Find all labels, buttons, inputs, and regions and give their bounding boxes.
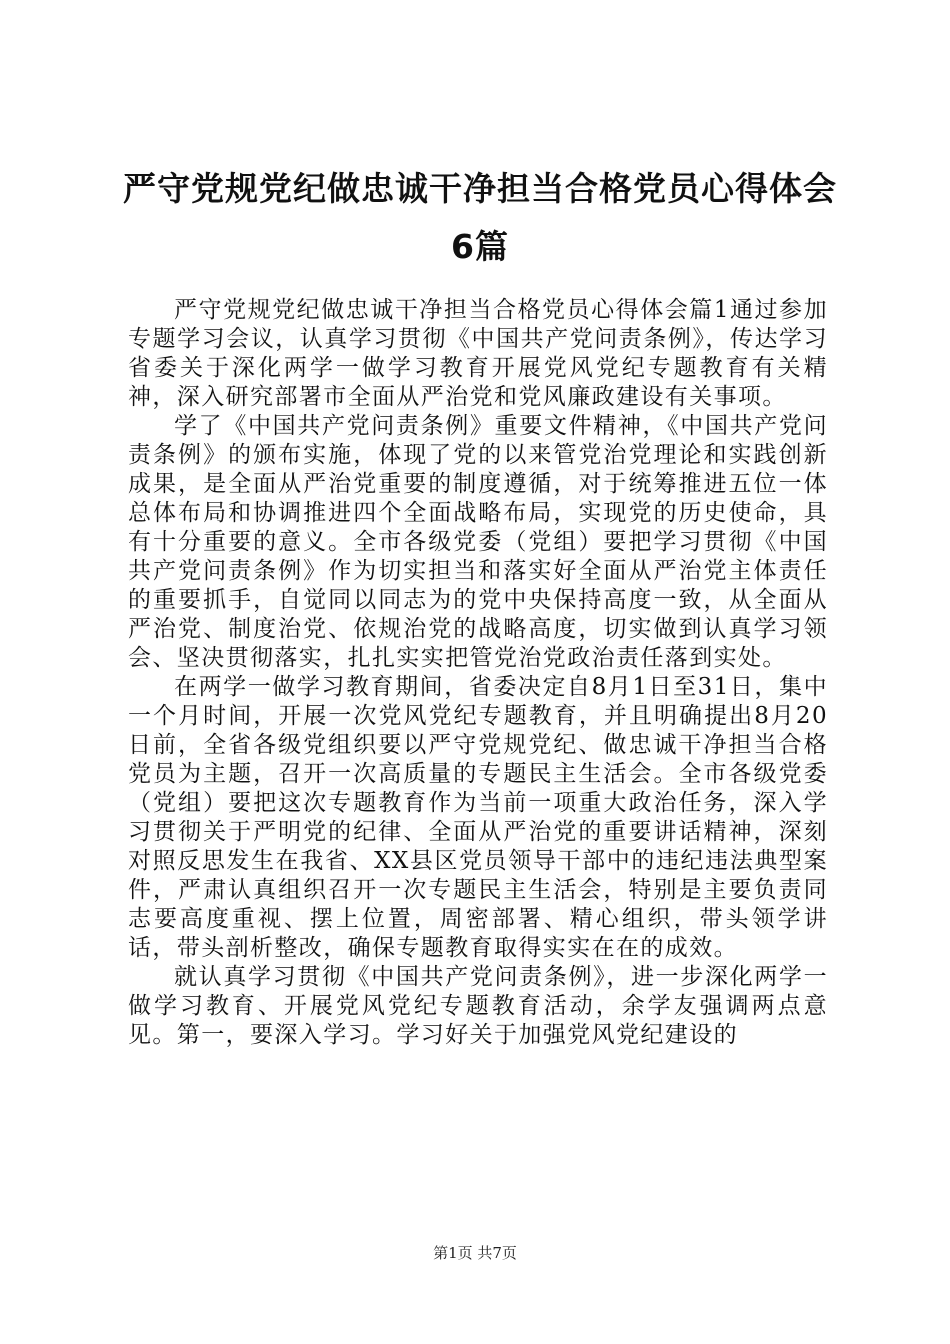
paragraph-2: 学了《中国共产党问责条例》重要文件精神，《中国共产党问责条例》的颁布实施，体现了党的以来管党治党理论和实践创新成果，是全面从严治党重要的制度遵循，对于统筹推进五位一体总体布局和协调推进四个全面战略布局，实现党的历史使命，具有十分重要的意义。全市各级党委（党组）要把学习贯彻《中国共产党问责条例》作为切实担当和落实好全面从严治党主体责任的重要抓手，自觉同以同志为的党中央保持高度一致，从全面从严治党、制度治党、依规治党的战略高度，切实做到认真学习领会、坚决贯彻落实，扎扎实实把管党治党政治责任落到实处。 — [128, 413, 828, 671]
document-title: 严守党规党纪做忠诚干净担当合格党员心得体会6篇 — [123, 169, 837, 266]
paragraph-4: 就认真学习贯彻《中国共产党问责条例》，进一步深化两学一做学习教育、开展党风党纪专题教育活动，余学友强调两点意见。第一，要深入学习。学习好关于加强党风党纪建设的 — [128, 964, 828, 1048]
document-body — [128, 296, 828, 1050]
paragraph-3: 在两学一做学习教育期间，省委决定自8月1日至31日，集中一个月时间，开展一次党风党纪专题教育，并且明确提出8月20日前，全省各级党组织要以严守党规党纪、做忠诚干净担当合格党员为主题，召开一次高质量的专题民主生活会。全市各级党委（党组）要把这次专题教育作为当前一项重大政治任务，深入学习贯彻关于严明党的纪律、全面从严治党的重要讲话精神，深刻对照反思发生在我省、XX县区党员领导干部中的违纪违法典型案件，严肃认真组织召开一次专题民主生活会，特别是主要负责同志要高度重视、摆上位置，周密部署、精心组织，带头领学讲话，带头剖析整改，确保专题教育取得实实在在的成效。 — [128, 674, 828, 961]
page-number-footer: 第1页 共7页 — [433, 1244, 517, 1262]
paragraph-1: 严守党规党纪做忠诚干净担当合格党员心得体会篇1通过参加专题学习会议，认真学习贯彻《中国共产党问责条例》，传达学习省委关于深化两学一做学习教育开展党风党纪专题教育有关精神，深入研究部署市全面从严治党和党风廉政建设有关事项。 — [128, 297, 828, 410]
